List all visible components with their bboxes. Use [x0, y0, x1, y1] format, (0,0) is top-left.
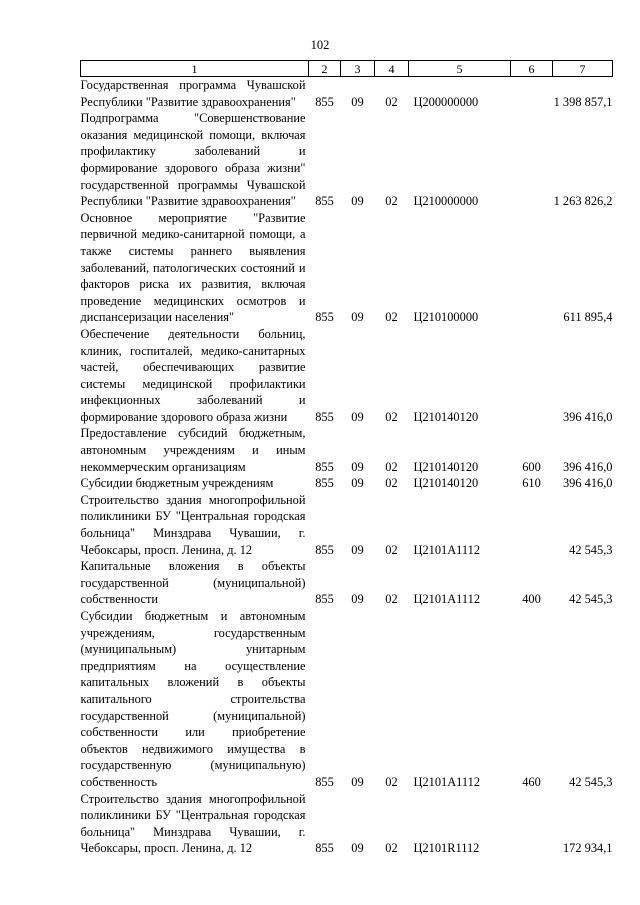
row-expense-type: [511, 492, 553, 558]
row-subsection-code: 02: [385, 592, 398, 607]
row-name: Капитальные вложения в объекты государственной (муниципальной) собственности: [80, 559, 306, 607]
row-ministry-code: 855: [315, 476, 334, 491]
header-col-5: 5: [409, 61, 511, 77]
row-section-code: 09: [351, 476, 364, 491]
header-col-2: 2: [309, 61, 341, 77]
row-expense-type: [511, 791, 553, 857]
row-name: Субсидии бюджетным учреждениям: [80, 476, 274, 491]
row-name: Строительство здания многопрофильной поликлиники БУ "Центральная городская больница" Минздрава Чувашии, г. Чебоксары, просп. Ленина, д. 12: [80, 791, 306, 856]
row-expense-type: [511, 326, 553, 426]
row-expense-type: [511, 210, 553, 326]
row-section-code: 09: [351, 542, 364, 557]
row-name: Основное мероприятие "Развитие первичной медико-санитарной помощи, а также системы раннего выявления заболеваний, патологических состояний и факторов риска их развития, включая проведение медицинских осмотров и диспансеризации населения": [80, 210, 306, 325]
header-col-7: 7: [553, 61, 613, 77]
row-section-code: 09: [351, 194, 364, 209]
budget-table-container: [80, 60, 612, 857]
row-name: Строительство здания многопрофильной поликлиники БУ "Центральная городская больница" Минздрава Чувашии, г. Чебоксары, просп. Ленина, д. 12: [80, 492, 306, 557]
row-target-article: Ц210140120: [413, 409, 479, 424]
row-amount: 396 416,0: [562, 476, 613, 491]
table-body: [81, 77, 613, 857]
row-target-article: Ц2101A1112: [413, 774, 481, 789]
row-amount: 42 545,3: [569, 542, 613, 557]
table-row: [81, 326, 613, 426]
header-col-1: 1: [81, 61, 309, 77]
row-expense-type: 400: [522, 592, 541, 607]
row-name: Субсидии бюджетным и автономным учреждениям, государственным (муниципальным) унитарным предприятиям на осуществление капитальных вложений в объекты капитального строительства государственной (муниципальной) собственности или приобретение объектов недвижимого имущества в государственную (муниципальную) собственность: [80, 609, 306, 789]
row-subsection-code: 02: [385, 542, 398, 557]
row-amount: 1 398 857,1: [553, 94, 613, 109]
table-row: [81, 210, 613, 326]
row-amount: 396 416,0: [562, 409, 613, 424]
table-row: [81, 77, 613, 111]
row-expense-type: 460: [522, 774, 541, 789]
row-ministry-code: 855: [315, 542, 334, 557]
row-target-article: Ц210000000: [413, 194, 479, 209]
row-amount: 611 895,4: [563, 310, 613, 325]
row-subsection-code: 02: [385, 409, 398, 424]
header-col-3: 3: [341, 61, 375, 77]
row-subsection-code: 02: [385, 94, 398, 109]
row-target-article: Ц200000000: [413, 94, 479, 109]
row-target-article: Ц210100000: [413, 310, 479, 325]
row-target-article: Ц2101R1112: [413, 841, 480, 856]
header-col-4: 4: [375, 61, 409, 77]
row-target-article: Ц2101A1112: [413, 542, 481, 557]
row-amount: 396 416,0: [562, 459, 613, 474]
row-expense-type: 600: [522, 459, 541, 474]
row-subsection-code: 02: [385, 459, 398, 474]
table-row: [81, 608, 613, 791]
row-ministry-code: 855: [315, 841, 334, 856]
row-amount: 42 545,3: [569, 774, 613, 789]
row-subsection-code: 02: [385, 194, 398, 209]
row-section-code: 09: [351, 592, 364, 607]
row-ministry-code: 855: [315, 774, 334, 789]
row-name: Предоставление субсидий бюджетным, автономным учреждениям и иным некоммерческим организациям: [80, 426, 306, 474]
row-subsection-code: 02: [385, 774, 398, 789]
row-name: Подпрограмма "Совершенствование оказания медицинской помощи, включая профилактику заболеваний и формирование здорового образа жизни" государственной программы Чувашской Республики "Развитие здравоохранения": [80, 111, 306, 209]
header-row: [81, 61, 613, 77]
row-ministry-code: 855: [315, 310, 334, 325]
row-section-code: 09: [351, 774, 364, 789]
row-ministry-code: 855: [315, 459, 334, 474]
row-subsection-code: 02: [385, 476, 398, 491]
row-ministry-code: 855: [315, 409, 334, 424]
row-target-article: Ц210140120: [413, 459, 479, 474]
row-name: Государственная программа Чувашской Республики "Развитие здравоохранения": [80, 78, 306, 109]
row-section-code: 09: [351, 409, 364, 424]
table-row: [81, 791, 613, 857]
row-section-code: 09: [351, 459, 364, 474]
table-row: [81, 492, 613, 558]
table-header: [81, 61, 613, 77]
row-section-code: 09: [351, 841, 364, 856]
header-col-6: 6: [511, 61, 553, 77]
row-ministry-code: 855: [315, 194, 334, 209]
row-target-article: Ц210140120: [413, 476, 479, 491]
row-expense-type: [511, 110, 553, 210]
row-amount: 172 934,1: [562, 841, 613, 856]
row-target-article: Ц2101A1112: [413, 592, 481, 607]
row-subsection-code: 02: [385, 841, 398, 856]
table-row: [81, 475, 613, 492]
row-ministry-code: 855: [315, 592, 334, 607]
row-ministry-code: 855: [315, 94, 334, 109]
table-row: [81, 558, 613, 608]
row-amount: 1 263 826,2: [553, 194, 613, 209]
table-row: [81, 110, 613, 210]
row-expense-type: [511, 77, 553, 111]
page-number: 102: [310, 38, 330, 52]
row-expense-type: 610: [522, 476, 541, 491]
row-section-code: 09: [351, 310, 364, 325]
table-row: [81, 425, 613, 475]
budget-table: [80, 60, 613, 857]
row-subsection-code: 02: [385, 310, 398, 325]
row-amount: 42 545,3: [569, 592, 613, 607]
row-section-code: 09: [351, 94, 364, 109]
row-name: Обеспечение деятельности больниц, клиник, госпиталей, медико-санитарных частей, обеспечивающих развитие системы медицинской профилактики инфекционных заболеваний и формирование здорового образа жизни: [80, 326, 306, 424]
